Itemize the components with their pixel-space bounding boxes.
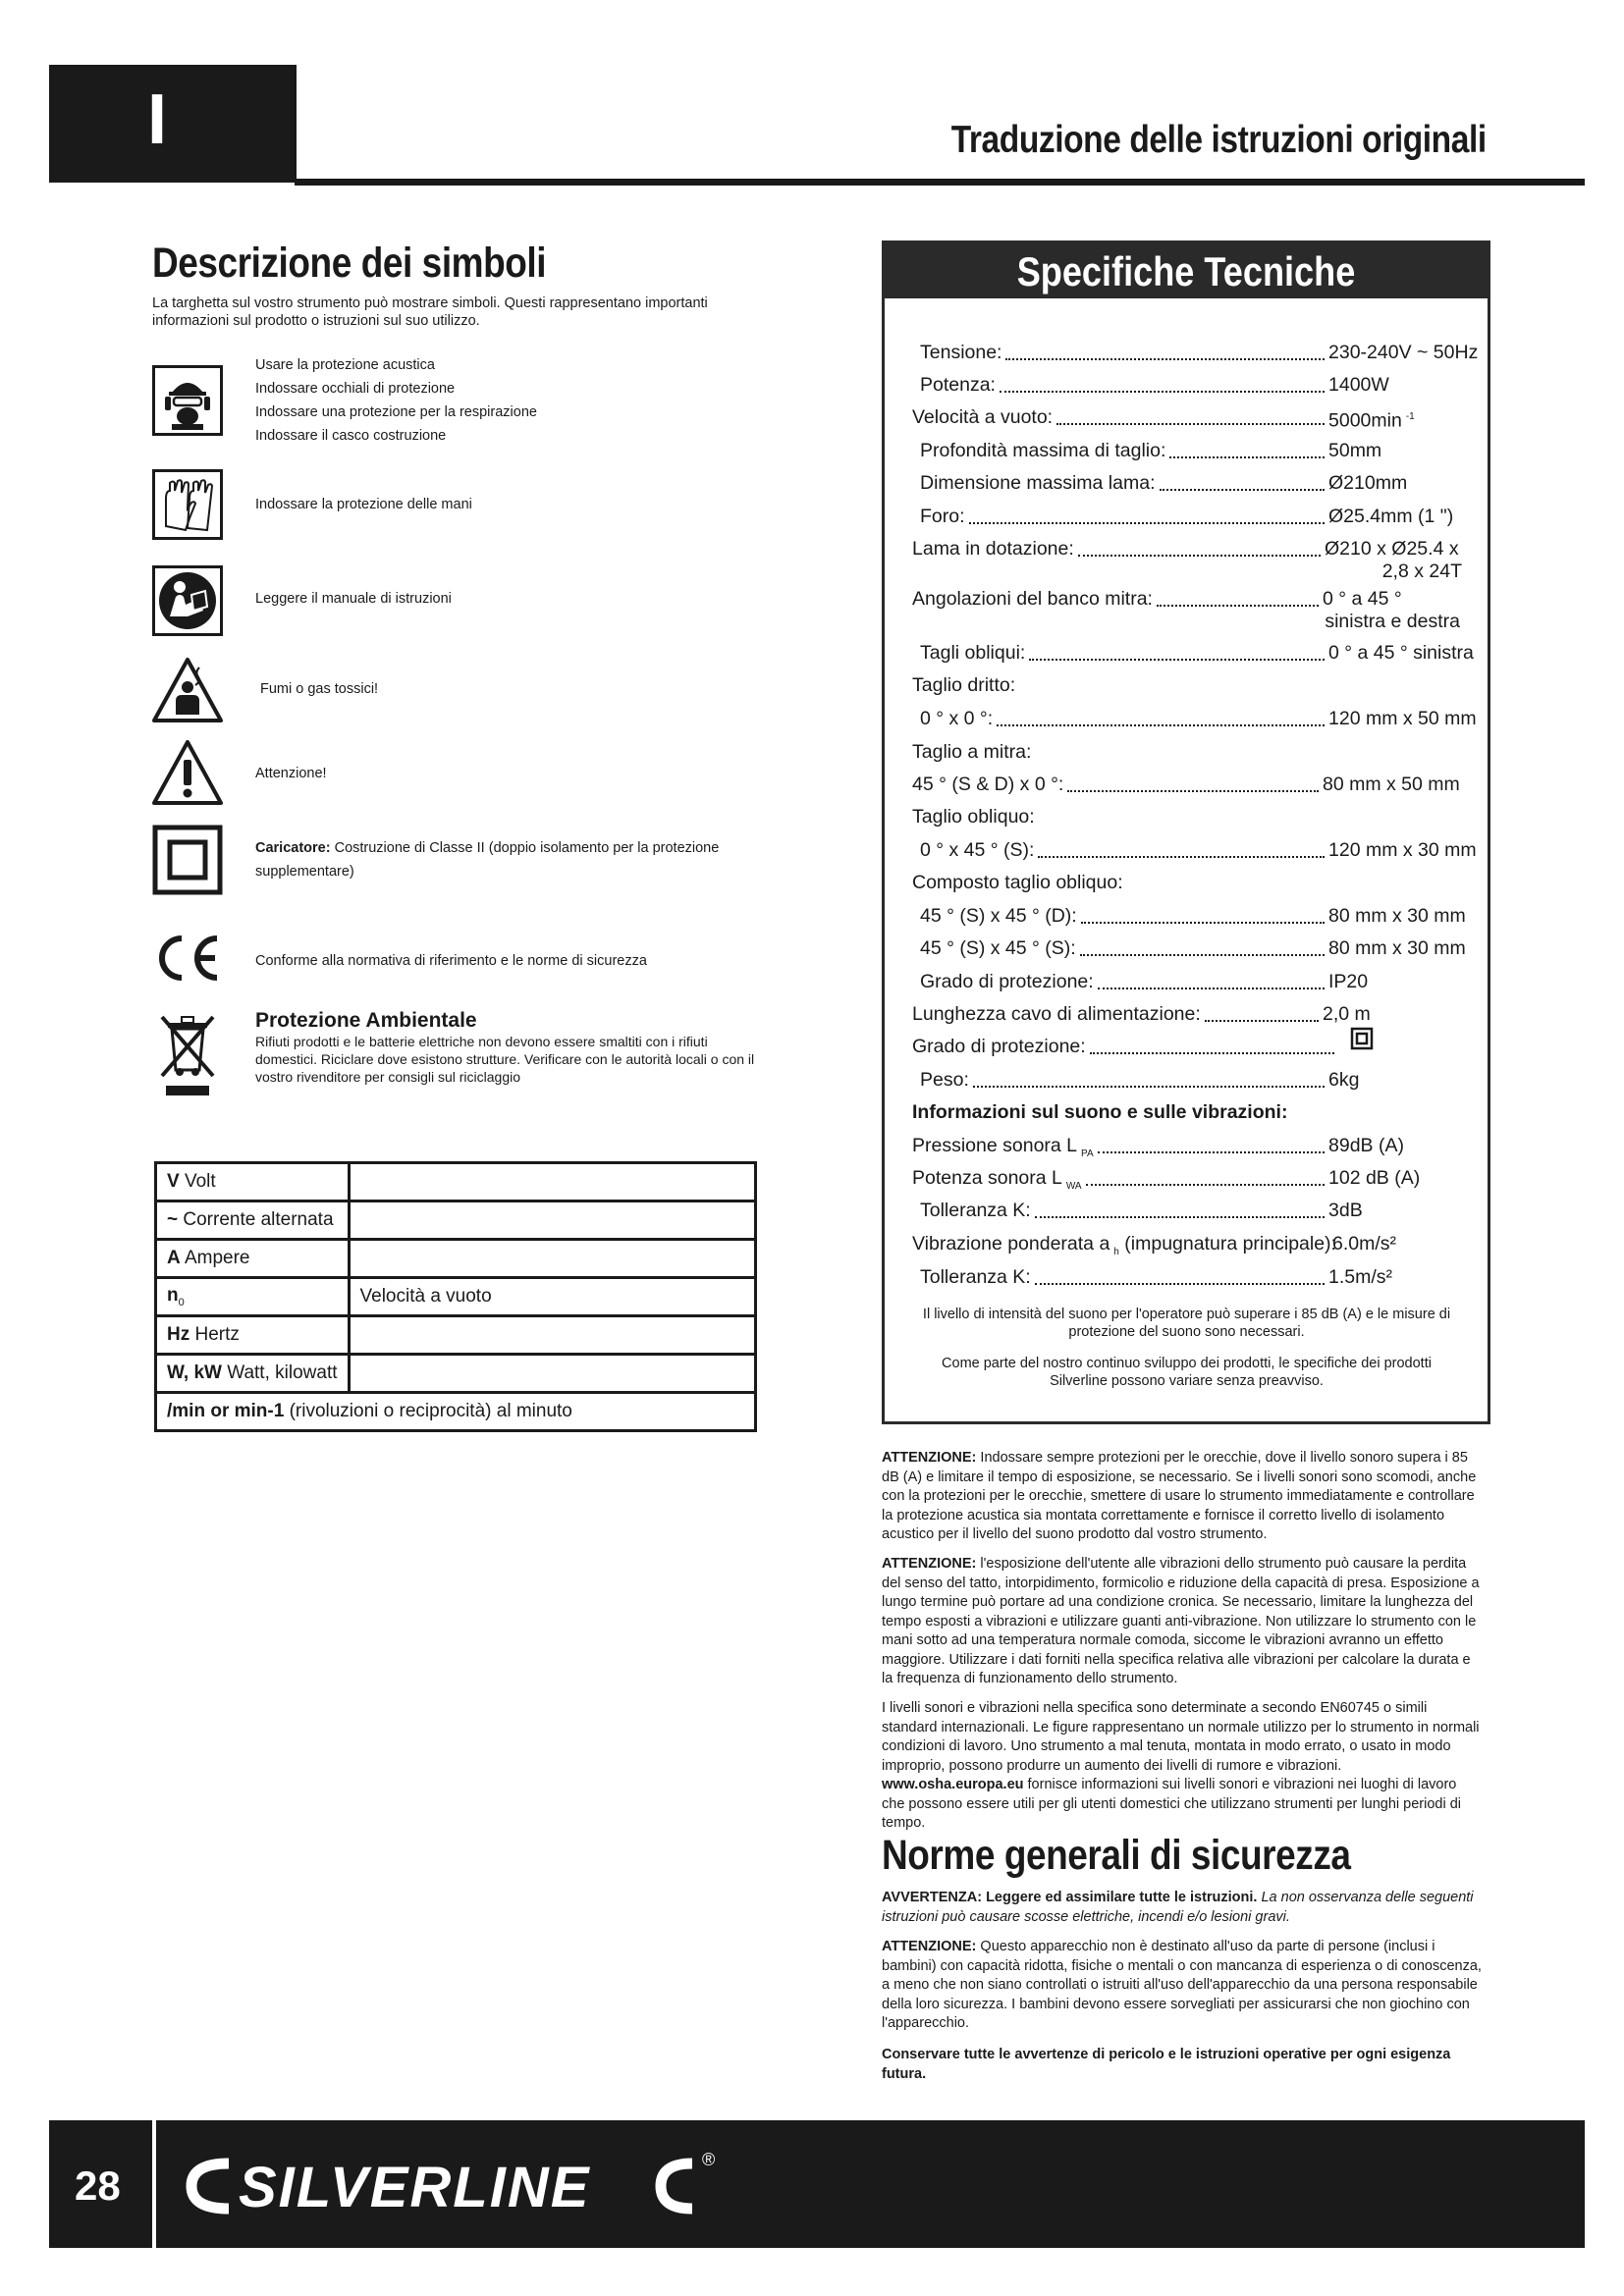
spec-value-text: 6.0m/s² [1332,1233,1397,1255]
spec-label-text: Foro: [920,506,965,527]
spec-label [920,506,965,527]
spec-label [912,1233,1336,1263]
spec-value-text: 0 ° a 45 ° [1323,588,1402,610]
spec-leader-dots [1205,1003,1319,1022]
units-desc-cell [349,1316,756,1355]
units-row [156,1201,756,1240]
spec-label [912,741,1031,763]
spec-label [920,642,1025,664]
spec-label [912,674,1015,696]
symbols-title: Descrizione dei simboli [152,240,547,287]
spec-label-text: Angolazioni del banco mitra: [912,588,1153,610]
language-tab [49,65,297,183]
spec-value-line-2: 2,8 x 24T [1381,561,1462,582]
spec-label [912,538,1074,560]
spec-value [1323,1003,1371,1025]
ppe-line-2: Indossare occhiali di protezione [255,381,456,397]
manual-text: Leggere il manuale di istruzioni [255,591,452,607]
spec-value-text: 89dB (A) [1328,1135,1404,1156]
units-symbol-cell [156,1393,756,1431]
unit-text: Corrente alternata [178,1209,334,1230]
ppe-line-4: Indossare il casco costruzione [255,428,447,444]
spec-leader-dots [997,708,1325,726]
spec-value [1328,1200,1363,1221]
spec-leader-dots [1035,1266,1325,1285]
spec-label [912,406,1053,428]
spec-row [885,1266,1484,1309]
spec-value [1328,406,1415,432]
spec-leader-dots [973,1069,1325,1088]
spec-label [912,806,1035,828]
class2-spec-icon [1350,1027,1374,1050]
env-title: Protezione Ambientale [255,1009,477,1032]
footer-divider [152,2120,156,2248]
spec-value [1328,1167,1420,1189]
spec-value [1328,1135,1404,1156]
ppe-line-3: Indossare una protezione per la respirazione [255,404,537,420]
spec-leader-dots [1157,588,1319,607]
spec-label [920,342,1001,363]
spec-value [1328,971,1368,992]
safety-title: Norme generali di sicurezza [882,1832,1351,1879]
unit-text: Volt [179,1171,216,1192]
spec-value-text: 120 mm x 30 mm [1328,839,1477,861]
spec-value [1323,774,1460,795]
spec-value-text: Ø210mm [1328,472,1408,494]
gloves-text: Indossare la protezione delle mani [255,497,472,512]
spec-leader-dots [1160,472,1326,491]
spec-leader-dots [1005,342,1325,360]
specs-note-development: Come parte del nostro continuo sviluppo dei prodotti, le specifiche dei prodotti Silverline possono variare senza preavviso. [942,1356,1432,1389]
spec-label-text: Potenza sonora L [912,1167,1062,1189]
unit-text: (rivoluzioni o reciprocità) al minuto [284,1401,572,1421]
units-row [156,1163,756,1201]
units-row [156,1240,756,1278]
ppe-line-1: Usare la protezione acustica [255,357,435,373]
warning-text: Attenzione! [255,766,327,781]
spec-leader-dots [1029,642,1325,661]
fumes-text: Fumi o gas tossici! [260,681,379,697]
spec-label [912,1135,1094,1165]
spec-label-text: Grado di protezione: [920,971,1094,992]
spec-label-text: Taglio dritto: [912,674,1016,696]
warning-vibration-text: l'esposizione dell'utente alle vibrazioni dello strumento può causare la perdita del senso del tatto, intorpidimento, formicolio e riduzione della capacità di presa. Esposizione a lungo termine può portare ad una condizione cronica. Se necessario, limitare la lunghezza del tempo esposti a vibrazioni e utilizzare guanti anti-vibrazione. Non utilizzare lo strumento con le mani sotto ad una temperatura normale comoda, siccome le vibrazioni avranno un effetto maggiore. Utilizzare i dati forniti nella specifica relativa alle vibrazioni per calcolare la durata e la frequenza di funzionamento dello strumento. [882,1556,1480,1686]
spec-label [920,1069,969,1091]
spec-value [1328,374,1389,396]
spec-label-text: Lunghezza cavo di alimentazione: [912,1003,1201,1025]
units-symbol-cell [156,1163,350,1201]
spec-label-text: Velocità a vuoto: [912,406,1054,428]
spec-label [920,905,1077,927]
spec-leader-dots [969,506,1325,524]
spec-label [912,1003,1201,1025]
units-table [154,1161,757,1432]
symbol-class2 [152,825,761,903]
spec-label [920,1266,1031,1288]
unit-symbol: ~ [167,1209,179,1230]
spec-label [920,839,1034,861]
spec-subscript: h [1113,1246,1119,1257]
spec-label-text: 45 ° (S & D) x 0 °: [912,774,1064,795]
unit-description: Velocità a vuoto [359,1286,492,1307]
warning-vibration-label: ATTENZIONE: [882,1556,977,1572]
spec-label-text: Tolleranza K: [920,1266,1031,1288]
safety-read-italic: La non osservanza delle seguenti istruzioni può causare scosse elettriche, incendi e/o lesioni gravi. [882,1890,1474,1925]
units-row [156,1278,756,1316]
unit-symbol: /min or min-1 [167,1401,285,1421]
spec-leader-dots [1056,406,1325,425]
spec-label [920,971,1094,992]
spec-value [1328,472,1407,494]
spec-value-text: 5000min [1328,409,1402,432]
brand-registered: ® [702,2150,716,2169]
spec-leader-dots [1080,937,1325,956]
spec-value [1325,538,1462,582]
warning-noise-label: ATTENZIONE: [882,1450,977,1466]
header-title: Traduzione delle istruzioni originali [950,119,1487,161]
warning-noise [882,1449,1483,1545]
silverline-logo [182,2142,731,2230]
spec-label-text: Composto taglio obliquo: [912,872,1123,893]
brand-name: SILVERLINE [239,2156,591,2219]
spec-value-text: 0 ° a 45 ° sinistra [1328,642,1474,664]
spec-label [920,708,993,729]
spec-leader-dots [1067,774,1319,792]
spec-value-text: Ø25.4mm (1 ") [1328,506,1454,527]
spec-value-line-2: sinistra e destra [1325,611,1460,632]
units-row [156,1355,756,1393]
page-number: 28 [75,2163,121,2209]
spec-label-text: Informazioni sul suono e sulle vibrazioni: [912,1101,1288,1123]
class2-bold: Caricatore: [255,840,331,856]
ppe-icon [152,365,223,436]
spec-label-text: Pressione sonora L [912,1135,1078,1156]
warning-noise-text: Indossare sempre protezioni per le orecchie, dove il livello sonoro supera i 85 dB (A) e limitare il tempo di esposizione, se necessario. Se i livelli sonori sono scomodi, anche con la protezioni per le orecchie, smettere di usare lo strumento immediatamente e controllare la protezione acustica sia montata correttamente e fornisce il corretto livello di isolamento acustico per il livello del suono prodotto dal vostro strumento. [882,1450,1477,1542]
specs-note-sound: Il livello di intensità del suono per l'operatore può superare i 85 dB (A) e le misure di protezione del suono sono necessari. [922,1307,1451,1340]
language-letter: I [147,80,168,159]
spec-value [1332,1233,1396,1255]
spec-label [912,588,1153,610]
spec-label-text: Tagli obliqui: [920,642,1026,664]
units-symbol-cell [156,1201,350,1240]
spec-label-text: 0 ° x 45 ° (S): [920,839,1035,861]
spec-leader-dots [1090,1036,1334,1054]
spec-label [912,774,1063,795]
double-insulation-icon [152,825,223,895]
spec-label-text: Vibrazione ponderata a [912,1233,1110,1255]
spec-value-text: 80 mm x 50 mm [1323,774,1460,795]
spec-value-text: 102 dB (A) [1328,1167,1421,1189]
units-desc-cell [349,1355,756,1393]
spec-label-text: Lama in dotazione: [912,538,1074,560]
spec-label-text: Taglio obliquo: [912,806,1035,828]
spec-label-text: 0 ° x 0 °: [920,708,994,729]
unit-text: Hertz [189,1324,240,1345]
spec-value-text: 3dB [1328,1200,1363,1221]
spec-value [1328,342,1478,363]
spec-label-text: Tensione: [920,342,1002,363]
unit-subscript: 0 [178,1296,185,1308]
spec-subscript: WA [1065,1180,1082,1192]
spec-label-text: Tolleranza K: [920,1200,1031,1221]
warning-vibration [882,1555,1483,1689]
spec-row [885,588,1484,631]
toxic-fumes-icon [152,656,223,726]
symbol-ce [152,923,761,991]
ce-mark-icon [152,923,223,993]
spec-leader-dots [1035,1200,1325,1218]
spec-label-text: Taglio a mitra: [912,741,1032,763]
spec-value [1328,937,1466,959]
spec-value [1328,708,1477,729]
levels-text: I livelli sonori e vibrazioni nella specifica sono determinate a secondo EN60745 o simili standard internazionali. Le figure rappresentano un normale utilizzo per lo strumento in normali condizioni di lavoro. Uno strumento a mal tenuta, montata in modo errato, o usato in modo improprio, possono produrre un aumento dei livelli di rumore e vibrazioni. [882,1700,1480,1774]
spec-value-text: 80 mm x 30 mm [1328,937,1466,959]
unit-text: Watt, kilowatt [221,1362,338,1383]
units-symbol-cell [156,1355,350,1393]
spec-label [912,1036,1086,1057]
spec-leader-dots [1078,538,1321,557]
spec-leader-dots [1081,905,1325,924]
specs-box [882,240,1490,1424]
warning-icon [152,738,223,809]
spec-subscript: PA [1081,1148,1094,1159]
spec-value-text: 6kg [1328,1069,1360,1091]
spec-label [920,374,996,396]
spec-label-text: 45 ° (S) x 45 ° (D): [920,905,1077,927]
spec-label-text: 45 ° (S) x 45 ° (S): [920,937,1076,959]
units-desc-cell [349,1240,756,1278]
symbol-environment [152,1009,761,1107]
levels-paragraph [882,1699,1483,1834]
unit-symbol: V [167,1171,180,1192]
header-rule [295,179,1585,186]
safety-children-label: ATTENZIONE: [882,1939,977,1954]
specs-header [885,243,1488,298]
units-desc-cell [349,1163,756,1201]
spec-value-text: 80 mm x 30 mm [1328,905,1466,927]
spec-value [1328,440,1381,461]
spec-label [920,472,1156,494]
spec-superscript: -1 [1405,411,1415,422]
spec-leader-dots [1169,440,1325,458]
spec-label-text-2: (impugnatura principale): [1118,1233,1336,1255]
spec-value-text: IP20 [1328,971,1369,992]
spec-label [920,937,1076,959]
spec-label-text: Potenza: [920,374,996,396]
spec-label [920,1200,1031,1221]
read-manual-icon [152,565,223,636]
spec-value [1328,839,1477,861]
symbol-ppe [152,353,761,452]
unit-symbol: n [167,1285,179,1307]
osha-link[interactable]: www.osha.europa.eu [882,1777,1024,1792]
unit-text: Ampere [180,1248,250,1268]
levels-text-2: fornisce informazioni sui livelli sonori e vibrazioni nei luoghi di lavoro che possono essere utili per gli utenti domestici che utilizzano strumenti per lunghi periodi di tempo. [882,1777,1461,1831]
spec-value [1323,588,1460,632]
unit-symbol: Hz [167,1324,190,1345]
spec-label [912,872,1123,893]
units-row [156,1393,756,1431]
units-symbol-cell [156,1240,350,1278]
spec-label-text: Grado di protezione: [912,1036,1086,1057]
spec-value [1328,905,1466,927]
units-desc-cell [349,1201,756,1240]
ce-text: Conforme alla normativa di riferimento e le norme di sicurezza [255,953,647,969]
safety-keep-text: Conservare tutte le avvertenze di pericolo e le istruzioni operative per ogni esigenza futura. [882,2047,1451,2082]
spec-value-text: 1400W [1328,374,1389,396]
safety-read-bold: AVVERTENZA: Leggere ed assimilare tutte le istruzioni. [882,1890,1258,1905]
unit-symbol: A [167,1248,181,1268]
spec-label [920,440,1165,461]
symbol-manual [152,565,761,644]
units-desc-cell [349,1278,756,1316]
spec-value-text: 50mm [1328,440,1382,461]
spec-value [1328,642,1474,664]
safety-warning-read [882,1889,1483,1927]
env-text: Rifiuti prodotti e le batterie elettriche non devono essere smaltiti con i rifiuti domestici. Riciclare dove esistono strutture. Verificare con le autorità locali o con il vostro rivenditore per consigli sul riciclaggio [255,1034,755,1085]
spec-leader-dots [1098,971,1325,989]
class2-text: Costruzione di Classe II (doppio isolamento per la protezione supplementare) [255,840,720,880]
symbols-intro: La targhetta sul vostro strumento può mostrare simboli. Questi rappresentano importanti informazioni sul prodotto o istruzioni sul suo utilizzo. [152,295,708,329]
symbol-fumes [152,656,761,730]
spec-label [912,1101,1287,1123]
spec-value-text: 1.5m/s² [1328,1266,1393,1288]
units-symbol-cell [156,1316,350,1355]
gloves-icon [152,469,223,540]
spec-leader-dots [1038,839,1325,858]
spec-leader-dots [1086,1167,1325,1186]
spec-value-text: 2,0 m [1323,1003,1371,1025]
spec-value-text: 120 mm x 50 mm [1328,708,1477,729]
units-symbol-cell [156,1278,350,1316]
spec-value [1328,1266,1392,1288]
safety-keep [882,2046,1483,2084]
safety-warning-children [882,1938,1483,2034]
spec-label-text: Dimensione massima lama: [920,472,1156,494]
symbol-warning [152,738,761,813]
safety-children-text: Questo apparecchio non è destinato all'uso da parte di persone (inclusi i bambini) con capacità ridotta, fisiche o mentali o con mancanza di esperienza o di conoscenza, a meno che non siano controllati o istruiti all'uso dell'apparecchio da una persona responsabile della loro sicurezza. I bambini devono essere sorvegliati per assicurarsi che non giochino con l'apparecchio. [882,1939,1482,2031]
spec-label-text: Profondità massima di taglio: [920,440,1166,461]
spec-value [1328,1069,1359,1091]
spec-leader-dots [1000,374,1325,393]
spec-value-text: 230-240V ~ 50Hz [1328,342,1479,363]
specs-title: Specifiche Tecniche [1016,248,1356,294]
units-row [156,1316,756,1355]
symbol-gloves [152,469,761,548]
spec-label [912,1167,1082,1198]
spec-label-text: Peso: [920,1069,969,1091]
spec-value-text: Ø210 x Ø25.4 x [1325,538,1459,560]
spec-row [885,538,1484,581]
spec-leader-dots [1098,1135,1325,1153]
unit-symbol: W, kW [167,1362,222,1383]
weee-bin-icon [152,1009,223,1097]
spec-value [1328,506,1453,527]
